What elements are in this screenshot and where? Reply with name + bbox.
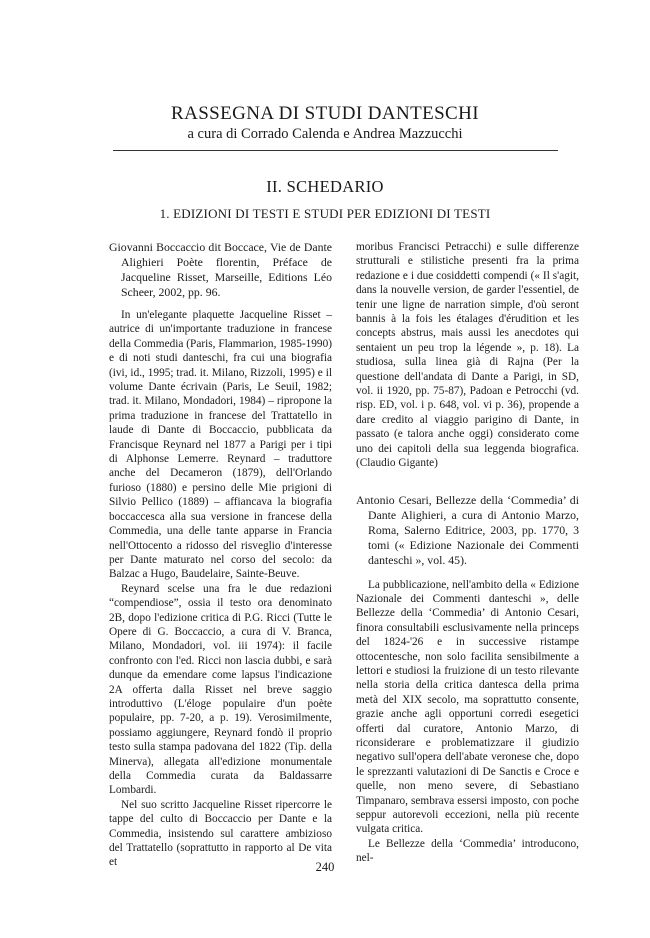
paragraph: Nel suo scritto Jacqueline Risset ripercorre le tappe del culto di Boccaccio per Dante e la Commedia, insistendo sul carattere ambizioso del Trattatello (soprattutto in rapporto al De vita et bbox=[109, 798, 332, 869]
paragraph-continuation bbox=[356, 240, 579, 471]
paragraph: In un'elegante plaquette Jacqueline Risset – autrice di un'importante traduzione in francese della Commedia (Paris, Flammarion, 1985-1990) e di noti studi danteschi, fra cui una biografia (ivi, id., 1995; trad. it. Milano, Rizzoli, 1995) e il volume Dante écrivain (Paris, Le Seuil, 1982; trad. it. Milano, Mondadori, 1984) – ripropone la prima traduzione in francese del Trattatello in laude di Dante di Boccaccio, pubblicata da Francisque Reynard nel 1877 a Parigi per i tipi di Alphonse Lemerre. Reynard – traduttore anche del Decameron (1879), dell'Orlando furioso (1880) e persino delle Mie prigioni di Silvio Pellico (1889) – affiancava la biografia boccaccesca alla sua versione in francese della Commedia, una delle tante apparse in Francia nell'Ottocento a ridosso del risveglio d'interesse per Dante maturato nel corso del secolo: da Balzac a Hugo, Baudelaire, Sainte-Beuve. bbox=[109, 309, 332, 581]
paragraph: Reynard scelse una fra le due redazioni “compendiose”, ossia il testo ora denominato 2B, dopo l'edizione critica di P.G. Ricci (Tutte le Opere di G. Boccaccio, a cura di V. Branca, Milano, Mondadori, vol. iii 1974): il facile confronto con l'ed. Ricci non lascia dubbi, e sarà dunque da emendare come lapsus l'indicazione 2A offerta dalla Risset nel breve saggio introduttivo (L'éloge populaire d'un poète populaire, pp. 7-20, a p. 19). Verosimilmente, possiamo aggiungere, Reynard fondò il proprio testo sulla stampa padovana del 1822 (Tip. della Minerva), allegata all'edizione monumentale della Commedia curata da Baldassarre Lombardi. bbox=[109, 582, 332, 797]
paragraph-text: moribus Francisci Petracchi) e sulle differenze strutturali e stilistiche presenti fra la prima redazione e i due cosiddetti compendi (« Il s'agit, dans la nouvelle version, de garder l'essentiel, de tenir une ligne de narration simple, d'où seront bannis à la fois les étalages d'érudition et les concepts abstrus, mais aussi les anecdotes qui sentaient un peu trop la légende », p. 18). La studiosa, sulla linea già di Rajna (Per la questione dell'andata di Dante a Parigi, in SD, vol. ii 1920, pp. 75-87), Padoan e Petrocchi (vd. risp. ED, vol. i p. 648, vol. vi p. 36), propende a dare credito al viaggio parigino di Dante, in passato (e talora anche oggi) considerato come uno dei capitoli della sua leggenda biografica. bbox=[356, 241, 579, 455]
bibliographic-reference: Antonio Cesari, Bellezze della ‘Commedia’ di Dante Alighieri, a cura di Antonio Marzo, Roma, Salerno Editrice, 2003, pp. 1770, 3 tomi (« Edizione Nazionale dei Commenti danteschi », vol. 45). bbox=[356, 492, 579, 567]
paragraph: Le Bellezze della ‘Commedia’ introducono, nel- bbox=[356, 837, 579, 865]
paragraph: La pubblicazione, nell'ambito della « Edizione Nazionale dei Commenti danteschi », delle Bellezze della ‘Commedia’ di Antonio Cesari, finora consultabili esclusivamente nella princeps del 1824-'26 e in successive ristampe ottocentesche, non solo facilita sensibilmente a lettori e studiosi la fruizione di un testo rilevante nella storia della critica dantesca della prima metà del XIX secolo, ma soprattutto consente, grazie anche agli opportuni corredi esegetici offerti dal curatore, Antonio Marzo, di riconsiderare e problematizzare il giudizio negativo sull'opera dell'abate veronese che, dopo le sprezzanti valutazioni di De Sanctis e Croce e quelle, non meno severe, di Sebastiano Timpanaro, sembrava essersi imposto, con poche seppur autorevoli eccezioni, nella più recente vulgata critica. bbox=[356, 578, 579, 836]
journal-editors: a cura di Corrado Calenda e Andrea Mazzucchi bbox=[187, 126, 463, 142]
page-number: 240 bbox=[315, 860, 335, 874]
right-column bbox=[356, 240, 579, 866]
journal-title: RASSEGNA DI STUDI DANTESCHI bbox=[171, 103, 479, 124]
section-heading: II. SCHEDARIO bbox=[266, 177, 384, 196]
subsection-heading: 1. EDIZIONI DI TESTI E STUDI PER EDIZIONI DI TESTI bbox=[159, 206, 491, 221]
header-rule bbox=[113, 150, 558, 151]
left-column bbox=[109, 240, 332, 870]
reviewer-signature: (Claudio Gigante) bbox=[356, 457, 438, 470]
bibliographic-reference: Giovanni Boccaccio dit Boccace, Vie de Dante Alighieri Poète florentin, Préface de Jacqueline Risset, Marseille, Editions Léo Scheer, 2002, pp. 96. bbox=[109, 240, 332, 299]
